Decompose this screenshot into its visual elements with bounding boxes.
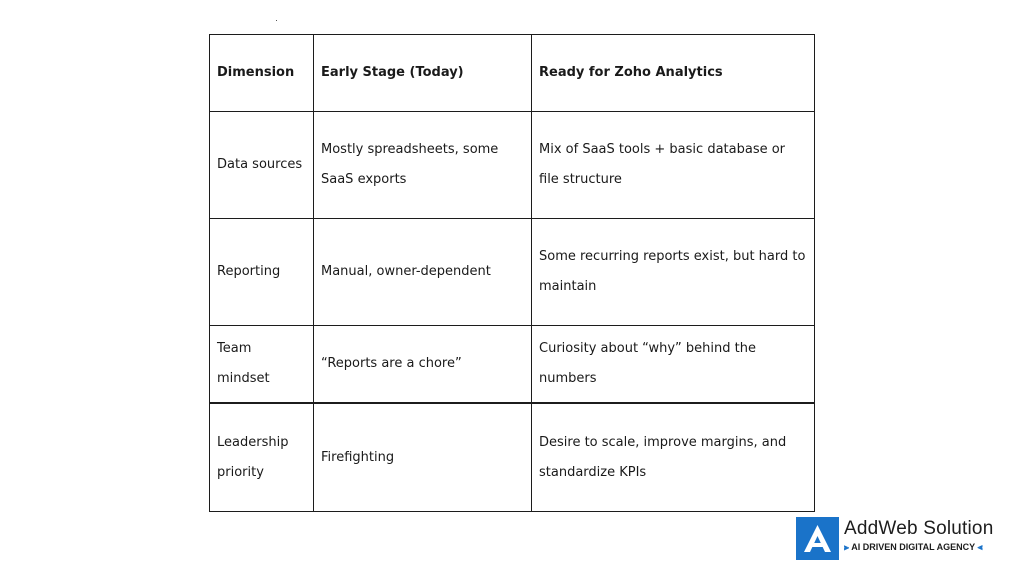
header-ready: Ready for Zoho Analytics	[532, 35, 815, 112]
table-row	[210, 219, 815, 326]
table-row	[210, 403, 815, 512]
table-cell: Mix of SaaS tools + basic database or file structure	[532, 112, 815, 219]
logo-tagline	[844, 542, 983, 553]
table-cell: Reporting	[210, 219, 314, 326]
table-cell: “Reports are a chore”	[314, 326, 532, 404]
stray-dot	[276, 20, 277, 21]
tagline-text: AI DRIVEN DIGITAL AGENCY	[851, 542, 975, 552]
table-cell: Team mindset	[210, 326, 314, 404]
table-row	[210, 326, 815, 404]
table-cell: Manual, owner-dependent	[314, 219, 532, 326]
header-early-stage: Early Stage (Today)	[314, 35, 532, 112]
logo-wordmark: AddWeb Solution	[844, 518, 994, 539]
table-cell: Curiosity about “why” behind the numbers	[532, 326, 815, 404]
header-dimension: Dimension	[210, 35, 314, 112]
table-cell: Desire to scale, improve margins, and standardize KPIs	[532, 403, 815, 512]
company-logo	[796, 517, 1011, 561]
tagline-marker-right-icon: ⫷	[977, 542, 983, 552]
table-row	[210, 112, 815, 219]
table-cell: Data sources	[210, 112, 314, 219]
table-cell: Firefighting	[314, 403, 532, 512]
tagline-marker-left-icon: ⫸	[844, 542, 850, 552]
logo-mark-icon	[796, 517, 839, 560]
comparison-table	[209, 34, 815, 512]
table-cell: Leadership priority	[210, 403, 314, 512]
table-header-row	[210, 35, 815, 112]
table-cell: Some recurring reports exist, but hard to maintain	[532, 219, 815, 326]
table-cell: Mostly spreadsheets, some SaaS exports	[314, 112, 532, 219]
